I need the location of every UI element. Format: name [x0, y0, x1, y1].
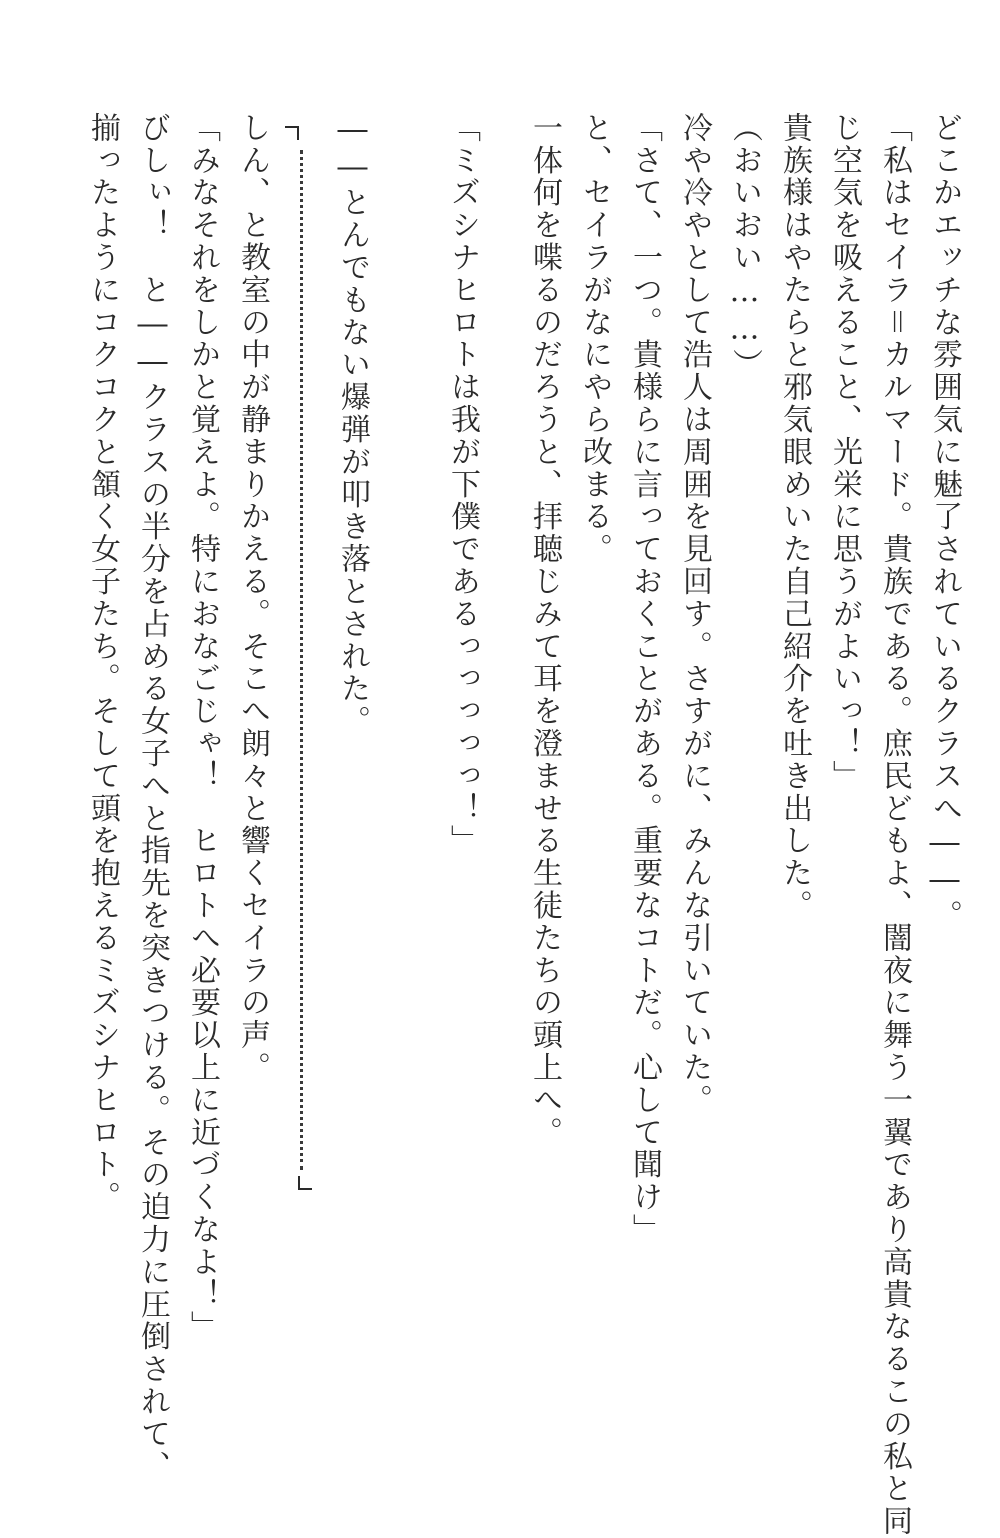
text-line-5: （おいおい……）	[727, 112, 762, 382]
text-line-4: 貴族様はやたらと邪気眼めいた自己紹介を吐き出した。	[777, 112, 812, 922]
text-line-3: じ空気を吸えること、光栄に思うがよいっ！」	[827, 112, 862, 793]
blank-line-1	[390, 112, 434, 1412]
text-line-11: ――とんでもない爆弾が叩き落とされた。	[335, 112, 370, 738]
close-bracket-mark	[298, 1176, 312, 1190]
text-line-13: 「みなそれをしかと覚えよ。特におなごじゃ！ ヒロトへ必要以上に近づくなよ！」	[185, 112, 220, 1344]
open-bracket-mark	[285, 126, 299, 140]
text-line-9: 一体何を喋るのだろうと、拝聴じみて耳を澄ませる生徒たちの頭上へ。	[527, 112, 562, 1149]
text-line-7: 「さて、一つ。貴様らに言っておくことがある。重要なコトだ。心して聞け」	[627, 112, 662, 1246]
text-line-6: 冷や冷やとして浩人は周囲を見回す。さすがに、みんな引いていた。	[677, 112, 712, 1117]
text-line-12: しん、と教室の中が静まりかえる。そこへ朗々と響くセイラの声。	[235, 112, 270, 1084]
ellipsis-dots	[300, 150, 307, 1170]
text-line-14: びしぃ！ と――クラスの半分を占める女子へと指先を突きつける。その迫力に圧倒されて、	[135, 112, 170, 1483]
text-line-15: 揃ったようにコクコクと頷く女子たち。そして頭を抱えるミズシナヒロト。	[85, 112, 120, 1214]
text-line-10: 「ミズシナヒロトは我が下僕であるっっっっっ！」	[445, 112, 480, 858]
text-line-2: 「私はセイラ＝カルマード。貴族である。庶民どもよ、闇夜に舞う一翼であり高貴なるこの私と同	[877, 112, 912, 1538]
text-line-8: と、セイラがなにやら改まる。	[577, 112, 612, 566]
text-line-1: どこかエッチな雰囲気に魅了されているクラスへ――。	[927, 112, 962, 932]
